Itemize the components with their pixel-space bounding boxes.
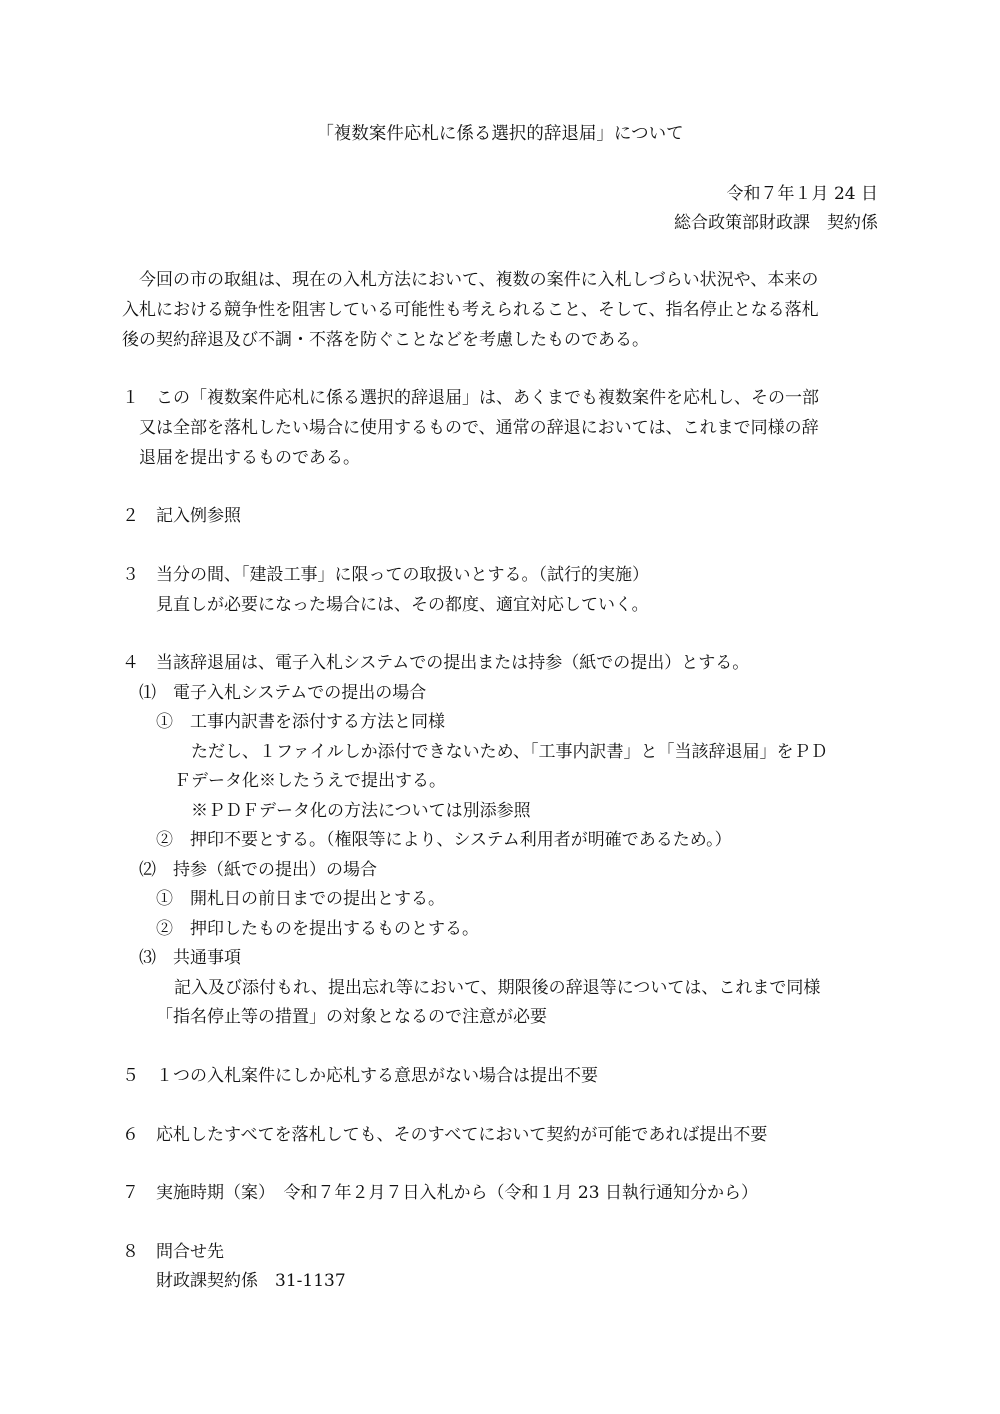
issuing-department: 総合政策部財政課 契約係: [674, 213, 878, 233]
item-4-sub-1: ⑴ 電子入札システムでの提出の場合: [139, 683, 427, 703]
item-2: ２ 記入例参照: [122, 506, 241, 526]
item-4-head: ４ 当該辞退届は、電子入札システムでの提出または持参（紙での提出）とする。: [122, 653, 750, 673]
item-4-sub-2-2: ② 押印したものを提出するものとする。: [156, 919, 479, 939]
item-1-line-3: 退届を提出するものである。: [139, 448, 360, 468]
intro-line-3: 後の契約辞退及び不調・不落を防ぐことなどを考慮したものである。: [122, 330, 649, 350]
item-4-sub-1-1-a: ただし、１ファイルしか添付できないため、「工事内訳書」と「当該辞退届」をＰＤ: [191, 742, 828, 762]
item-4-sub-3-line-1: 記入及び添付もれ、提出忘れ等において、期限後の辞退等については、これまで同様: [174, 978, 821, 998]
intro-line-2: 入札における競争性を阻害している可能性も考えられること、そして、指名停止となる落札: [122, 300, 819, 320]
item-3-line-1: ３ 当分の間、「建設工事」に限っての取扱いとする。（試行的実施）: [122, 565, 649, 585]
item-4-sub-1-1-b: Ｆデータ化※したうえで提出する。: [174, 771, 446, 791]
item-4-sub-1-1-note: ※ＰＤＦデータ化の方法については別添参照: [191, 801, 531, 821]
item-4-sub-3: ⑶ 共通事項: [139, 948, 241, 968]
item-4-sub-3-line-2: 「指名停止等の措置」の対象となるので注意が必要: [156, 1007, 547, 1027]
item-5: ５ １つの入札案件にしか応札する意思がない場合は提出不要: [122, 1066, 598, 1086]
item-1-line-1: １ この「複数案件応札に係る選択的辞退届」は、あくまでも複数案件を応札し、その一部: [122, 388, 819, 408]
intro-line-1: 今回の市の取組は、現在の入札方法において、複数の案件に入札しづらい状況や、本来の: [122, 270, 819, 290]
item-8-head: ８ 問合せ先: [122, 1242, 224, 1262]
item-3-line-2: 見直しが必要になった場合には、その都度、適宜対応していく。: [156, 595, 649, 615]
item-1-line-2: 又は全部を落札したい場合に使用するもので、通常の辞退においては、これまで同様の辞: [139, 418, 819, 438]
item-4-sub-2-1: ① 開札日の前日までの提出とする。: [156, 889, 445, 909]
item-4-sub-2: ⑵ 持参（紙での提出）の場合: [139, 860, 377, 880]
item-6: ６ 応札したすべてを落札しても、そのすべてにおいて契約が可能であれば提出不要: [122, 1125, 768, 1145]
issue-date: 令和７年１月 24 日: [726, 184, 878, 204]
item-8-contact: 財政課契約係 31-1137: [156, 1271, 346, 1291]
document-title: 「複数案件応札に係る選択的辞退届」について: [316, 124, 684, 144]
item-4-sub-1-1: ① 工事内訳書を添付する方法と同様: [156, 712, 445, 732]
item-4-sub-1-2: ② 押印不要とする。（権限等により、システム利用者が明確であるため。）: [156, 830, 732, 850]
item-7: ７ 実施時期（案） 令和７年２月７日入札から（令和１月 23 日執行通知分から）: [122, 1183, 758, 1203]
